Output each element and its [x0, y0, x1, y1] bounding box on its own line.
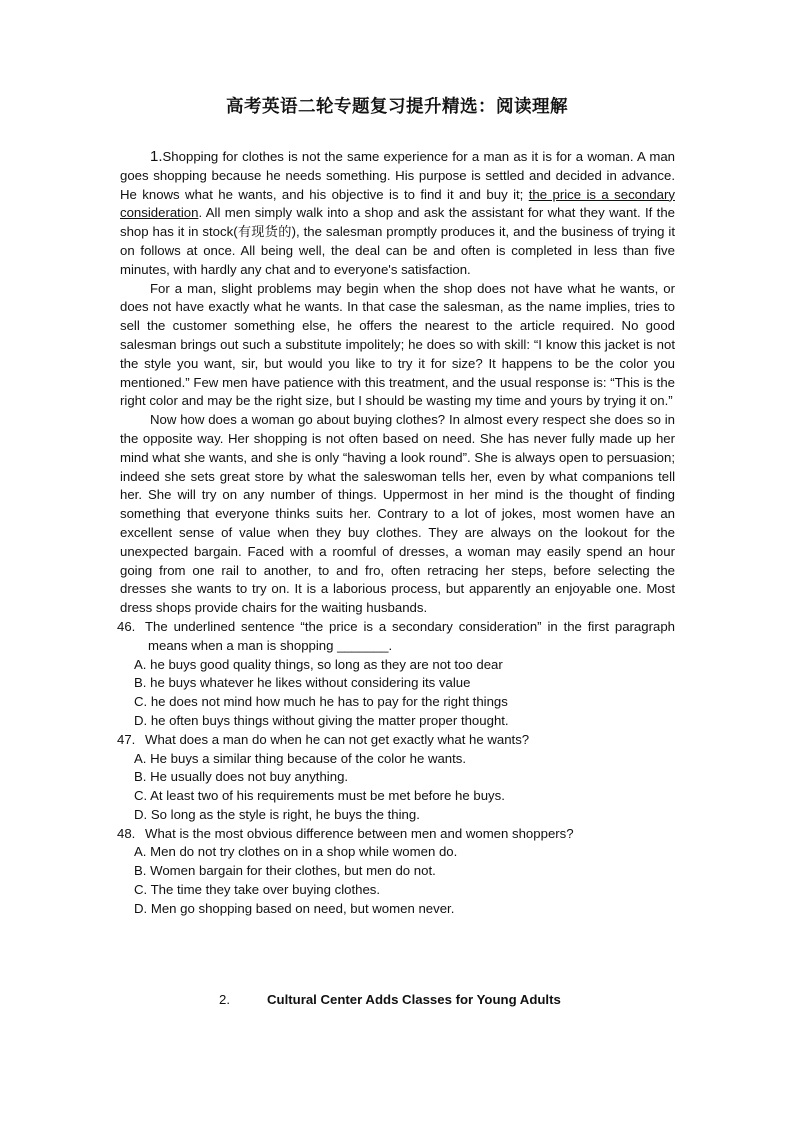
option-c: C. The time they take over buying clothes.: [134, 882, 381, 898]
option-a: A. he buys good quality things, so long as they are not too dear: [134, 656, 503, 672]
option-d: D. Men go shopping based on need, but women never.: [134, 900, 455, 916]
question-number: 46.: [117, 618, 136, 634]
paragraph-1-text-a: Shopping for clothes is not the same experience for a man as it is for a woman. A man goes shopping because he needs something. His purpose is settled and decided in advance. He knows what he wants, and his objective is to find it and buy it;: [120, 149, 675, 202]
question-stem: [117, 731, 675, 750]
underlined-sentence: the price is a secondary consideration: [120, 186, 675, 221]
paragraph-1: [120, 148, 675, 280]
question-number: 47.: [117, 731, 136, 747]
page-title: 高考英语二轮专题复习提升精选：阅读理解: [226, 97, 568, 117]
option-b: B. Women bargain for their clothes, but men do not.: [134, 863, 436, 879]
option-d: D. he often buys things without giving the matter proper thought.: [134, 712, 509, 728]
passage-number: 1.: [150, 148, 163, 165]
option-a: A. He buys a similar thing because of the color he wants.: [134, 750, 467, 766]
section-2-heading: [219, 991, 639, 1010]
question-text: The underlined sentence “the price is a secondary consideration” in the first paragraph means when a man is shopping _______.: [145, 618, 675, 653]
question-stem: [117, 618, 675, 656]
section-number: 2.: [219, 992, 230, 1007]
question-47: [117, 731, 675, 825]
option-c: C. he does not mind how much he has to pay for the right things: [134, 694, 508, 710]
option-a: A. Men do not try clothes on in a shop while women do.: [134, 844, 458, 860]
section-title: Cultural Center Adds Classes for Young Adults: [267, 992, 561, 1007]
question-text: What is the most obvious difference between men and women shoppers?: [145, 825, 574, 841]
paragraph-2: For a man, slight problems may begin when the shop does not have what he wants, or does not have exactly what he wants. In that case the salesman, as the name implies, tries to sell the customer something else, he offers the nearest to the article required. No good salesman brings out such a substitute impolitely; he does so with skill: “I know this jacket is not the style you want, sir, but would you like to try it for size? It happens to be the color you mentioned.” Few men have patience with this treatment, and the usual response is: “This is the right color and may be the right size, but I should be wasting my time and yours by trying it on.”: [120, 280, 675, 409]
paragraph-1-text-b: . All men simply walk into a shop and ask the assistant for what they want. If the shop has it in stock(有现货的), the salesman promptly produces it, and the business of trying it on follows at once. All being well, the deal can be and often is completed in less than five minutes, with hardly any chat and to everyone's satisfaction.: [120, 205, 675, 277]
passage-body: [117, 148, 675, 919]
question-46: [117, 618, 675, 731]
option-b: B. He usually does not buy anything.: [134, 769, 349, 785]
question-48: [117, 825, 675, 919]
option-b: B. he buys whatever he likes without considering its value: [134, 675, 471, 691]
question-text: What does a man do when he can not get exactly what he wants?: [145, 731, 530, 747]
option-c: C. At least two of his requirements must be met before he buys.: [134, 788, 505, 804]
question-stem: [117, 825, 675, 844]
question-number: 48.: [117, 825, 136, 841]
option-d: D. So long as the style is right, he buys the thing.: [134, 806, 420, 822]
paragraph-3: Now how does a woman go about buying clothes? In almost every respect she does so in the opposite way. Her shopping is not often based on need. She has never fully made up her mind what she wants, and she is only “having a look round”. She is always open to persuasion; indeed she sets great store by what the saleswoman tells her, even by what companions tell her. She will try on any number of things. Uppermost in her mind is the thought of finding something that everyone thinks suits her. Contrary to a lot of jokes, most women have an excellent sense of value when they buy clothes. They are always on the lookout for the unexpected bargain. Faced with a roomful of dresses, a woman may easily spend an hour going from one rail to another, to and fro, often retracing her steps, before selecting the dresses she wants to try on. It is a laborious process, but apparently an enjoyable one. Most dress shops provide chairs for the waiting husbands.: [120, 412, 675, 616]
